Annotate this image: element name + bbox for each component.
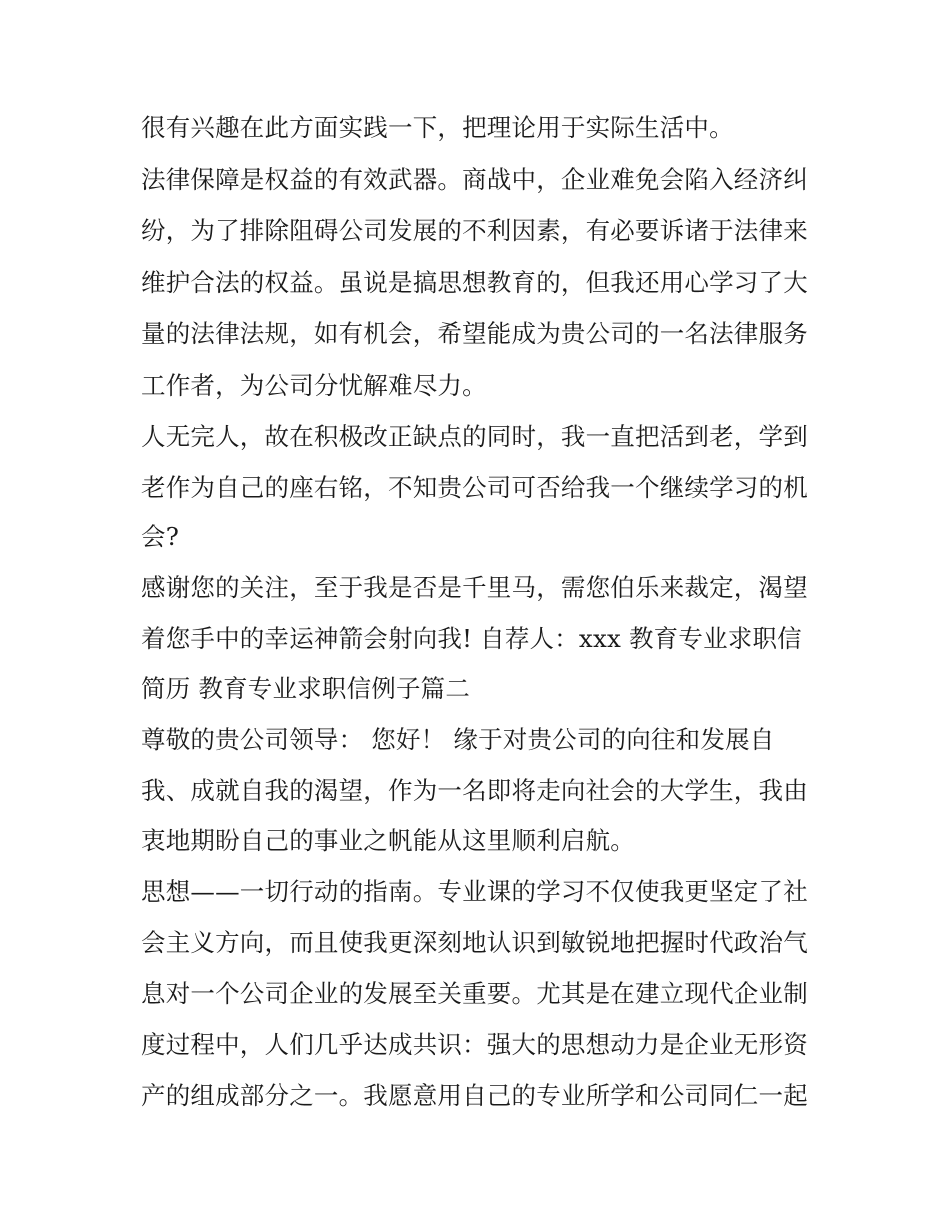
text-line: 我、成就自我的渴望，作为一名即将走向社会的大学生，我由 bbox=[141, 776, 808, 805]
text-line: 纷，为了排除阻碍公司发展的不利因素，有必要诉诸于法律来 bbox=[141, 216, 808, 245]
text-line: 法律保障是权益的有效武器。商战中，企业难免会陷入经济纠 bbox=[141, 165, 808, 194]
text-line: 维护合法的权益。虽说是搞思想教育的，但我还用心学习了大 bbox=[141, 268, 808, 297]
text-line: 度过程中，人们几乎达成共识：强大的思想动力是企业无形资 bbox=[141, 1030, 808, 1059]
text-line: 会主义方向，而且使我更深刻地认识到敏锐地把握时代政治气 bbox=[141, 928, 808, 957]
text-line: 很有兴趣在此方面实践一下，把理论用于实际生活中。 bbox=[141, 113, 734, 142]
text-line: 衷地期盼自己的事业之帆能从这里顺利启航。 bbox=[141, 826, 635, 855]
text-line: 量的法律法规，如有机会，希望能成为贵公司的一名法律服务 bbox=[141, 319, 808, 348]
text-line: 工作者，为公司分忧解难尽力。 bbox=[141, 371, 487, 400]
text-line: 简历 教育专业求职信例子篇二 bbox=[141, 674, 471, 703]
text-line: 会? bbox=[141, 522, 180, 551]
text-line: 产的组成部分之一。我愿意用自己的专业所学和公司同仁一起 bbox=[141, 1081, 808, 1110]
text-line: 思想——一切行动的指南。专业课的学习不仅使我更坚定了社 bbox=[141, 877, 808, 906]
text-line: 感谢您的关注，至于我是否是千里马，需您伯乐来裁定，渴望 bbox=[141, 573, 808, 602]
text-line: 人无完人，故在积极改正缺点的同时，我一直把活到老，学到 bbox=[141, 422, 808, 451]
text-line: 老作为自己的座右铭，不知贵公司可否给我一个继续学习的机 bbox=[141, 473, 808, 502]
text-line: 息对一个公司企业的发展至关重要。尤其是在建立现代企业制 bbox=[141, 979, 808, 1008]
text-line: 尊敬的贵公司领导： 您好！ 缘于对贵公司的向往和发展自 bbox=[141, 725, 775, 754]
text-line: 着您手中的幸运神箭会射向我! 自荐人：xxx 教育专业求职信 bbox=[141, 624, 802, 653]
